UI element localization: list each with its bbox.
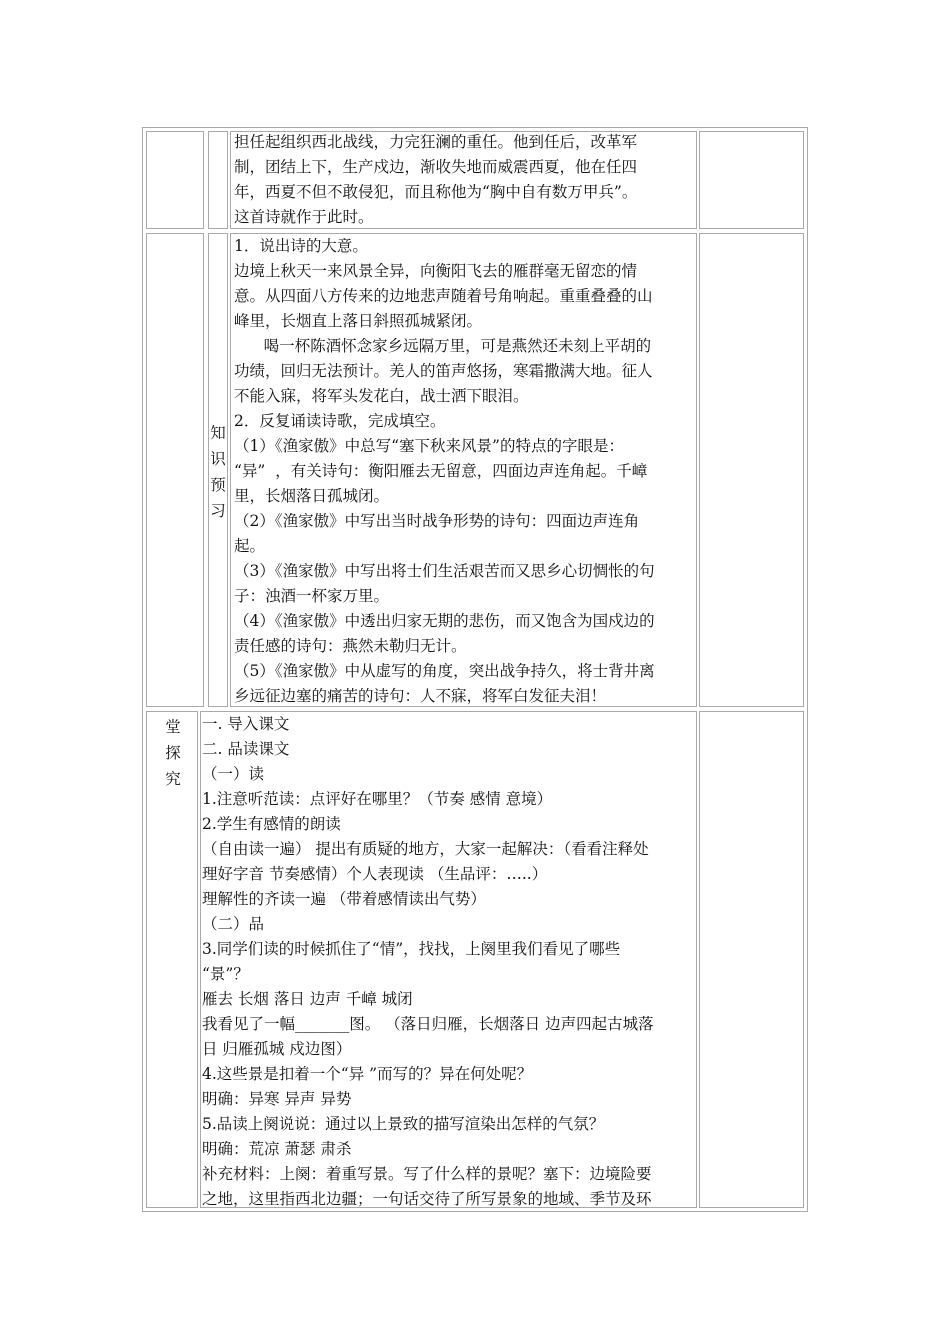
text-line: 喝一杯陈酒怀念家乡远隔万里，可是燕然还未刻上平胡的	[234, 337, 652, 355]
text-line: 不能入寐，将军头发花白，战士洒下眼泪。	[234, 387, 529, 405]
preview-label-cell	[208, 233, 228, 707]
text-line: 功绩，回归无法预计。羌人的笛声悠扬，寒霜撒满大地。征人	[234, 362, 653, 380]
text-line: （2）《渔家傲》中写出当时战争形势的诗句：四面边声连角	[234, 512, 640, 530]
text-line: 1．说出诗的大意。	[234, 237, 368, 255]
text-line: 一. 导入课文	[202, 715, 290, 733]
explore-text	[202, 712, 697, 1208]
row1-right-cell	[699, 131, 804, 229]
text-line: （3）《渔家傲》中写出将士们生活艰苦而又思乡心切惆怅的句	[234, 562, 655, 580]
text-line: 理好字音 节奏感情）个人表现读 （生品评：…..）	[202, 865, 548, 883]
row2-left-cell	[146, 233, 204, 707]
background-text	[234, 131, 697, 229]
label-char: 探	[165, 744, 181, 762]
explore-label	[164, 714, 182, 792]
preview-content-cell	[230, 233, 697, 707]
text-line: 这首诗就作于此时。	[234, 208, 374, 226]
text-line: 峰里，长烟直上落日斜照孤城紧闭。	[234, 312, 483, 330]
text-line: 5.品读上阕说说：通过以上景致的描写渲染出怎样的气氛？	[202, 1115, 605, 1133]
text-line: （5）《渔家傲》中从虚写的角度，突出战争持久，将士背井离	[234, 662, 655, 680]
text-line: 意。从四面八方传来的边地悲声随着号角响起。重重叠叠的山	[234, 287, 653, 305]
label-char: 究	[165, 770, 181, 788]
text-line: 明确：异寒 异声 异势	[202, 1090, 352, 1108]
label-char: 知	[210, 424, 226, 442]
text-line: “景”？	[202, 965, 249, 983]
text-line: 起。	[234, 537, 266, 555]
row1-content-cell	[208, 131, 228, 229]
label-char: 预	[210, 476, 226, 494]
label-char: 堂	[165, 718, 181, 736]
text-line: 年，西夏不但不敢侵犯，而且称他为“胸中自有数万甲兵”。	[234, 183, 638, 201]
text-line: 明确：荒凉 萧瑟 肃杀	[202, 1140, 352, 1158]
explore-content-cell	[200, 711, 697, 1208]
text-line: （二）品	[202, 915, 265, 933]
text-line: 二. 品读课文	[202, 740, 290, 758]
preview-text	[234, 234, 697, 707]
text-line: （一）读	[202, 765, 265, 783]
preview-label	[209, 420, 227, 524]
text-line: 2.学生有感情的朗读	[202, 815, 341, 833]
text-line: 补充材料：上阕：着重写景。写了什么样的景呢？塞下：边境险要	[202, 1165, 652, 1183]
text-line: 2．反复诵读诗歌，完成填空。	[234, 412, 446, 430]
text-line: （4）《渔家傲》中透出归家无期的悲伤，而又饱含为国戍边的	[234, 612, 655, 630]
background-cell	[230, 131, 697, 229]
text-line: 担任起组织西北战线，力完狂澜的重任。他到任后，改革军	[234, 133, 638, 151]
text-line: 制，团结上下，生产戍边，渐收失地而威震西夏，他在任四	[234, 158, 638, 176]
text-line: 乡远征边塞的痛苦的诗句：人不寐，将军白发征夫泪！	[234, 687, 607, 705]
text-line: 雁去 长烟 落日 边声 千嶂 城闭	[202, 990, 413, 1008]
text-line: 1.注意听范读：点评好在哪里？（节奏 感情 意境）	[202, 790, 553, 808]
explore-label-cell	[146, 711, 198, 1208]
text-line: （1）《渔家傲》中总写“塞下秋来风景”的特点的字眼是：	[234, 437, 624, 455]
text-line: 理解性的齐读一遍 （带着感情读出气势）	[202, 890, 486, 908]
text-line: 我看见了一幅_______图。 （落日归雁，长烟落日 边声四起古城落	[202, 1015, 654, 1033]
text-line: 3.同学们读的时候抓住了“情”，找找，上阕里我们看见了哪些	[202, 940, 621, 958]
row3-right-cell	[699, 711, 804, 1208]
text-line: 责任感的诗句：燕然未勒归无计。	[234, 637, 467, 655]
label-char: 习	[210, 502, 226, 520]
text-line: “异” ，有关诗句：衡阳雁去无留意，四面边声连角起。千嶂	[234, 462, 648, 480]
text-line: （自由读一遍） 提出有质疑的地方，大家一起解决：（看看注释处	[202, 840, 649, 858]
text-line: 之地，这里指西北边疆；一句话交待了所写景象的地域、季节及环	[202, 1190, 652, 1208]
text-line: 边境上秋天一来风景全异，向衡阳飞去的雁群毫无留恋的情	[234, 262, 638, 280]
row1-label-cell	[146, 131, 204, 229]
text-line: 日 归雁孤城 戍边图）	[202, 1040, 352, 1058]
row2-right-cell	[699, 233, 804, 707]
text-line: 里，长烟落日孤城闭。	[234, 487, 390, 505]
text-line: 子：浊酒一杯家万里。	[234, 587, 390, 605]
text-line: 4.这些景是扣着一个“异 ”而写的？异在何处呢？	[202, 1065, 533, 1083]
label-char: 识	[210, 450, 226, 468]
